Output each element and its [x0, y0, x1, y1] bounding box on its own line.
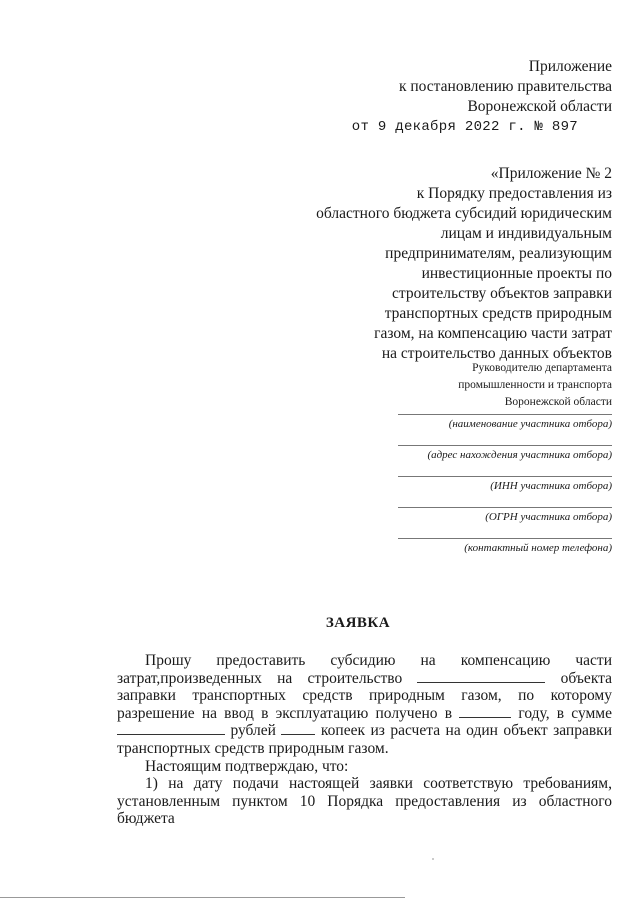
document-title: ЗАЯВКА	[325, 615, 391, 631]
applicant-inn-field[interactable]	[398, 476, 612, 507]
addressee-line: Воронежской области	[504, 396, 612, 408]
request-text: году, в сумме	[518, 704, 612, 722]
applicant-address-field[interactable]	[398, 445, 612, 476]
attachment-2-line: строительству объектов заправки	[391, 285, 612, 302]
attachment-resolution: к постановлению правительства	[398, 78, 612, 95]
attachment-2-line: предпринимателям, реализующим	[385, 245, 612, 262]
field-caption: (адрес нахождения участника отбора)	[427, 449, 612, 461]
requirement-paragraph: 1) на дату подачи настоящей заявки соответствую требованиям, установленным пунктом 10 Порядка предоставления из областного бюджета	[117, 775, 612, 828]
attachment-2-line: к Порядку предоставления из	[416, 185, 612, 202]
attachment-title: Приложение	[528, 58, 612, 75]
field-caption: (контактный номер телефона)	[464, 542, 612, 554]
request-paragraph	[117, 652, 612, 758]
attachment-2-line: на строительство данных объектов	[381, 345, 612, 362]
object-blank[interactable]	[417, 670, 545, 683]
amount-rubles-blank[interactable]	[117, 722, 225, 735]
addressee-block	[458, 360, 612, 411]
attachment-2-line: транспортных средств природным	[384, 305, 612, 322]
applicant-phone-field[interactable]	[398, 538, 612, 569]
confirmation-paragraph: Настоящим подтверждаю, что:	[145, 757, 349, 775]
field-caption: (ИНН участника отбора)	[490, 480, 612, 492]
applicant-fields	[398, 414, 612, 569]
footer-rule	[0, 897, 405, 898]
attachment-2-line: областного бюджета субсидий юридическим	[316, 205, 612, 222]
request-text: рублей	[230, 722, 276, 740]
attachment-2-header	[282, 164, 612, 364]
attachment-2-line: инвестиционные проекты по	[421, 265, 612, 282]
attachment-2-line: «Приложение № 2	[490, 165, 612, 182]
applicant-name-field[interactable]	[398, 414, 612, 445]
attachment-2-line: газом, на компенсацию части затрат	[374, 325, 612, 342]
attachment-header	[352, 57, 612, 137]
year-blank[interactable]	[459, 705, 511, 718]
request-text: объекта заправки транспортных средств природным газом, по которому разрешение на ввод в эксплуатацию получено в	[117, 669, 612, 722]
request-text: Прошу предоставить субсидию на компенсацию части затрат,произведенных на строительство	[117, 652, 612, 687]
request-text: копеек из расчета на один объект заправки транспортных средств природным газом.	[117, 722, 613, 757]
addressee-line: промышленности и транспорта	[458, 379, 612, 391]
document-body	[117, 652, 612, 828]
field-caption: (наименование участника отбора)	[448, 418, 612, 430]
amount-kopecks-blank[interactable]	[281, 722, 315, 735]
attachment-2-line: лицам и индивидуальным	[440, 225, 612, 242]
addressee-line: Руководителю департамента	[472, 362, 612, 374]
field-caption: (ОГРН участника отбора)	[485, 511, 612, 523]
attachment-date-number: от 9 декабря 2022 г. № 897	[351, 119, 578, 135]
applicant-ogrn-field[interactable]	[398, 507, 612, 538]
scan-speck	[432, 858, 434, 860]
attachment-region: Воронежской области	[467, 98, 612, 115]
